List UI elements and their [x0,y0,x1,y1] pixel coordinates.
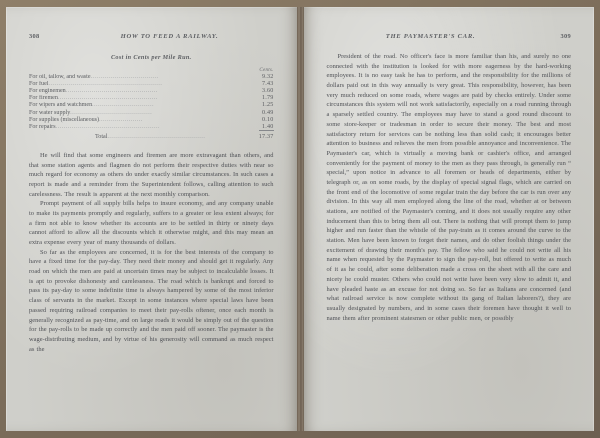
book-gutter [297,7,304,431]
cost-row-value: 1.25 [262,102,274,109]
cost-row-label-text: For water supply [29,109,71,116]
paragraph: So far as the employees are concerned, it is for the best interests of the company to have a fixed time for the pay-day. They need their money and should get it regularly. Any road on which the men are paid at uncertain times may be subject to incalculable losses. It is apt to provoke dishonesty and carelessness. The road which is bankrupt and forced to pass its pay-day to some indefinite time is always hampered by some of the most inferior class of servants in the market. Except in some instances where special laws have been passed requiring railroad companies to meet their pay-rolls oftener, once each month is generally recognized as pay-time, and on large roads it would be simply out of the question for the pay-rolls to be made up correctly and the men paid off sooner. The paymaster is the wage-distributing medium, and by virtue of his generosity will command as much respect as the [29,248,274,353]
left-page-folio: 308 [29,33,40,40]
table-row [29,74,274,81]
dot-leader: ................................................. [107,134,206,141]
cost-row-label [29,88,259,95]
cost-row-value: 1.79 [262,95,274,102]
cost-table-unit-header: Cents. [259,66,274,73]
right-page-content [327,33,572,323]
left-page-content [29,33,274,354]
table-row [29,88,274,95]
left-running-head-title: HOW TO FEED A RAILWAY. [120,33,219,40]
right-running-head [327,33,572,45]
cost-row-label [29,95,259,102]
cost-row-label [29,116,259,123]
cost-row-value: 1.40 [262,123,274,130]
left-running-head [29,33,274,45]
cost-row-label-text: For supplies (miscellaneous) [29,116,100,123]
cost-total-label-text: Total [95,134,108,141]
cost-total-value: 17.37 [259,131,274,141]
table-row [29,81,274,88]
cost-table-block [29,54,274,141]
cost-row-label [29,74,259,81]
cost-row-label-text: For oil, tallow, and waste [29,74,91,81]
cost-row-value: 0.10 [262,116,274,123]
cost-row-label [29,102,259,109]
cost-row-label-text: For repairs [29,123,56,130]
right-page-body [327,52,572,323]
cost-table-caption: Cost in Cents per Mile Run. [110,54,192,61]
dot-leader: .................................. [90,74,159,81]
cost-row-label-text: For firemen [29,95,58,102]
right-running-head-title: THE PAYMASTER'S CAR. [385,33,476,40]
table-row [29,95,274,102]
book-spread [6,7,594,431]
dot-leader: ......................................................... [48,81,163,88]
cost-table-body [29,66,274,141]
table-row [29,116,274,123]
cost-row-value: 3.60 [262,88,274,95]
table-row [29,102,274,109]
left-page-body [29,151,274,354]
cost-row-label [29,81,259,88]
right-page [304,7,595,431]
dot-leader: .............................................. [65,88,158,95]
cost-row-value: 0.49 [262,109,274,116]
paragraph: He will find that some engineers and firemen are more extravagant than others, and that some station agents and flagmen do not perform their respective duties with near so much regard for economy as others do under exactly similar circumstances. In such cases a report is made and a reminder from the Superintendent follows, calling attention to such carelessness. The result is apparent at the next monthly comparison. [29,151,274,198]
dot-leader: ...................... [99,116,144,123]
left-page [6,7,297,431]
dot-leader: .................................................. [57,95,158,102]
cost-table-total-row [29,131,274,141]
table-row [29,123,274,131]
dot-leader: ......................................... [70,109,153,116]
cost-row-label [29,109,259,116]
table-row [29,109,274,116]
right-page-folio: 309 [560,33,571,40]
cost-table [29,66,274,141]
cost-table-unit-spacer [29,66,259,74]
cost-row-label [29,123,259,131]
dot-leader: .................................................... [55,123,160,130]
paragraph: Prompt payment of all supply bills helps to insure economy, and any company unable to make its payments promptly and regularly, suffers to a greater or less extent always; for a firm not able to know whether its accounts are to be settled in thirty or ninety days cannot afford to allow all the discounts which it otherwise might, and this may mean an extra expense every year of many thousands of dollars. [29,200,274,247]
cost-row-label-text: For wipers and watchmen [29,102,93,109]
cost-row-value: 7.43 [262,81,274,88]
cost-total-label [29,131,259,141]
cost-row-label-text: For enginemen [29,88,66,95]
cost-table-unit-row [29,66,274,74]
cost-row-label-text: For fuel [29,81,49,88]
paragraph: President of the road. No officer's face is more familiar than his, and surely no one connected with the institution is looked for with more eagerness by the hard-working employees. It is no easy task he has to perform, and the responsibility for the millions of dollars paid out in this way annually is very great. This responsibility, however, has been very much reduced on some roads, where wages are paid by checks entirely. Under some circumstances this system will not work satisfactorily, especially on a road running through a sparsely settled country. The employees may have to stand a good round discount to some store-keeper or tradesman in order to secure their money. The best and most satisfactory return for services can be nothing less than solid cash; it encourages better attention to business and relieves the men from possible annoyance and inconvenience. The Paymaster's car, which is virtually a moving bank or cashier's office, and arranged conveniently for the payment of money to the men as they pass through, is generally run “ special,” upon notice in advance to all foremen or heads of departments, either by telegraph or, as on some roads, by the display of special signal flags, which are carried on the front end of the locomotive of some regular train the day before the car is run over any division. In this way all men employed along the line of the road, whether at or between stations, are notified of the Paymaster's coming, and it does not usually require any other inducement than this to bring them all out. There is nothing that will prompt them to jump higher and run faster than the whistle of the pay-train as it comes around the curve to the station. Men have been known to forget their names, and do other foolish things under the excitement of drawing their month's pay. The fellow who said he could not write all his name when requested by the Paymaster to sign the pay-roll, but offered to write as much of it as he could, after some deliberation made a cross on the sheet with all the care and nicety he could muster. Others who could not write have been very slow to admit it, and have pleaded haste as an excuse for not doing so. So far as Italians are concerned (and what railroad service is now complete without its gang of Italian laborers?), they are usually designated by numbers, and in some cases their foremen have thought it well to name them after prominent statesmen or other public men, or possibly [326,53,571,322]
dot-leader: ............................... [92,102,155,109]
cost-row-value: 9.32 [262,74,274,81]
